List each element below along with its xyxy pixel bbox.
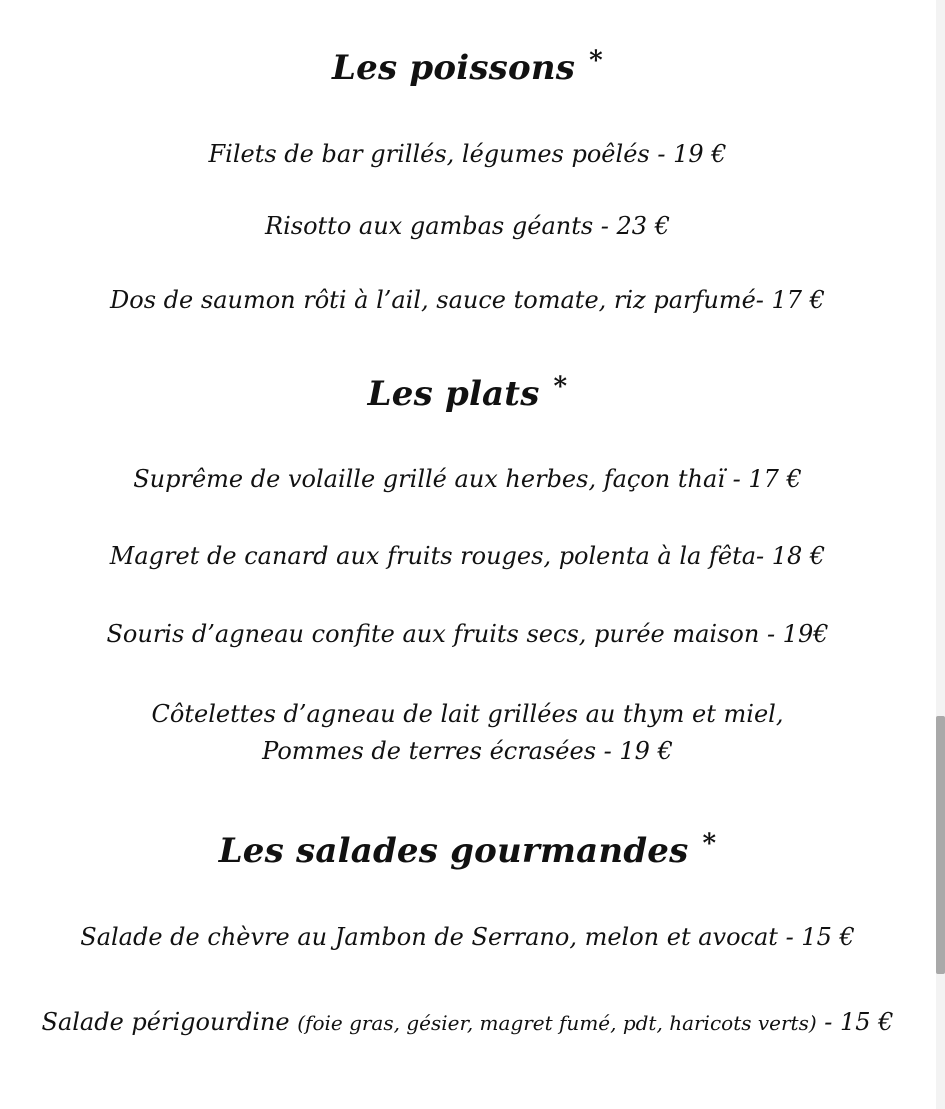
menu-item: Magret de canard aux fruits rouges, polenta à la fêta- 18 € bbox=[109, 542, 826, 570]
asterisk-note-marker: * bbox=[589, 46, 603, 76]
section-title: Les salades gourmandes bbox=[218, 831, 689, 871]
section-heading-poissons bbox=[0, 46, 935, 88]
section-heading-plats bbox=[0, 372, 935, 414]
dish-price: - 15 € bbox=[824, 1008, 894, 1036]
section-title: Les plats bbox=[367, 374, 540, 414]
menu-item: Risotto aux gambas géants - 23 € bbox=[265, 212, 670, 240]
menu-item-perigourdine bbox=[0, 1008, 935, 1036]
menu-item-line-1: Côtelettes d’agneau de lait grillées au thym et miel, bbox=[151, 700, 784, 728]
scrollbar-thumb[interactable] bbox=[936, 716, 945, 974]
menu-item-line-2: Pommes de terres écrasées - 19 € bbox=[262, 737, 673, 765]
asterisk-note-marker: * bbox=[553, 372, 568, 402]
menu-item: Suprême de volaille grillé aux herbes, façon thaï - 17 € bbox=[133, 465, 802, 493]
asterisk-note-marker: * bbox=[702, 829, 717, 859]
section-title: Les poissons bbox=[332, 48, 576, 88]
section-heading-salades bbox=[0, 829, 935, 871]
dish-detail: (foie gras, gésier, magret fumé, pdt, haricots verts) bbox=[297, 1011, 817, 1035]
menu-item: Filets de bar grillés, légumes poêlés - 19 € bbox=[208, 140, 727, 168]
dish-name: Salade périgourdine bbox=[41, 1008, 290, 1036]
menu-item: Dos de saumon rôti à l’ail, sauce tomate, riz parfumé- 17 € bbox=[110, 286, 825, 314]
scrollbar-track[interactable] bbox=[936, 0, 945, 1109]
menu-item: Souris d’agneau confite aux fruits secs, purée maison - 19€ bbox=[106, 620, 829, 648]
menu-item: Salade de chèvre au Jambon de Serrano, melon et avocat - 15 € bbox=[80, 923, 855, 951]
